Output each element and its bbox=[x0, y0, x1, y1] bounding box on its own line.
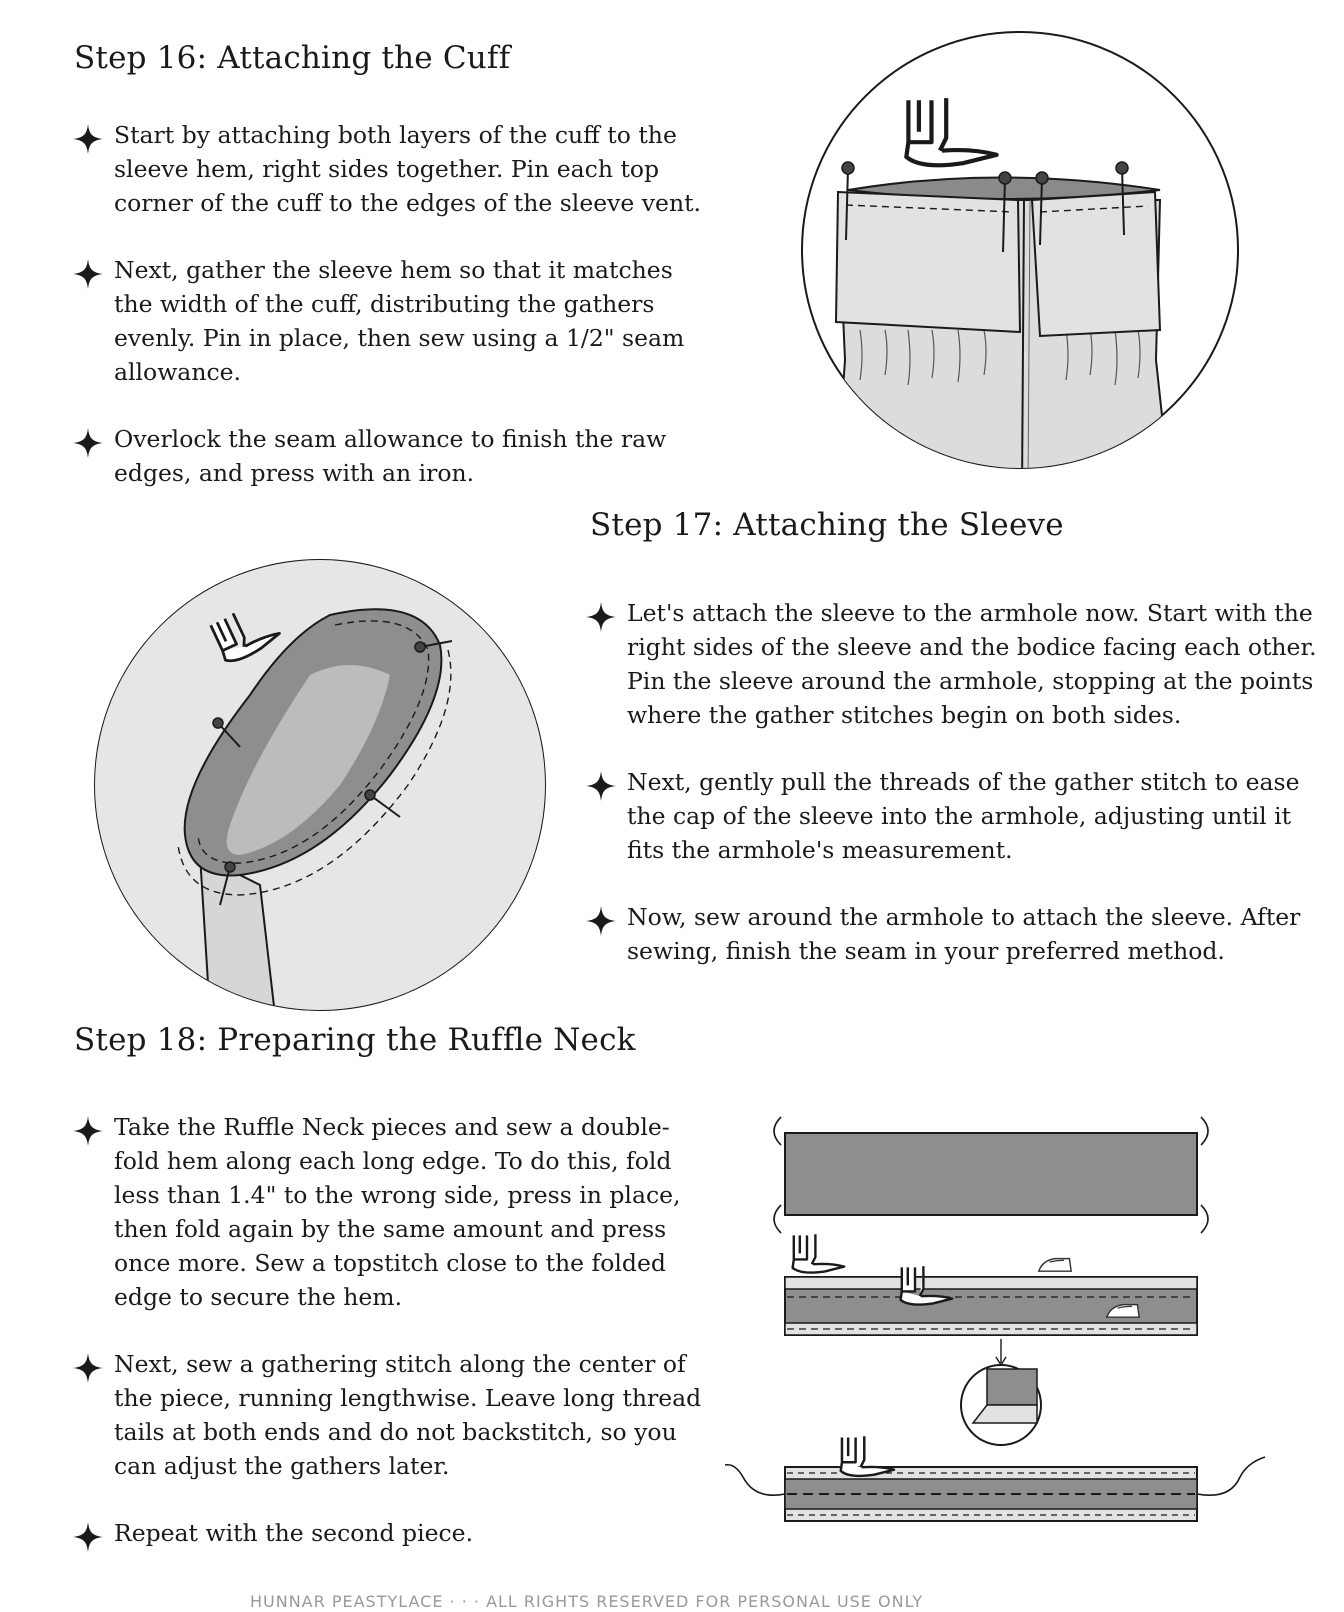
bullet-text: Repeat with the second piece. bbox=[114, 1519, 474, 1547]
step16-title: Step 16: Attaching the Cuff bbox=[74, 40, 511, 76]
sparkle-bullet-icon bbox=[72, 427, 104, 459]
list-item bbox=[585, 765, 1325, 867]
bullet-text: Let's attach the sleeve to the armhole now. Start with the right sides of the sleeve and the bodice facing each other. Pin the sleeve around the armhole, stopping at the points where the gather stitches begin on both sides. bbox=[627, 599, 1317, 729]
sparkle-bullet-icon bbox=[72, 258, 104, 290]
sparkle-bullet-icon bbox=[72, 1115, 104, 1147]
sparkle-bullet-icon bbox=[585, 601, 617, 633]
sparkle-bullet-icon bbox=[585, 770, 617, 802]
bullet-text: Now, sew around the armhole to attach the sleeve. After sewing, finish the seam in your preferred method. bbox=[627, 903, 1301, 965]
list-item bbox=[72, 1516, 712, 1550]
list-item bbox=[72, 253, 712, 389]
step18-bullet-list bbox=[72, 1110, 712, 1550]
list-item bbox=[72, 118, 712, 220]
cuff-attachment-illustration bbox=[790, 30, 1250, 490]
list-item bbox=[72, 1347, 712, 1483]
bullet-text: Next, sew a gathering stitch along the center of the piece, running lengthwise. Leave long thread tails at both ends and do not backstitch, so you can adjust the gathers later. bbox=[114, 1350, 702, 1480]
sleeve-attachment-illustration bbox=[90, 555, 550, 1015]
step16-bullet-list bbox=[72, 118, 712, 490]
step18-title: Step 18: Preparing the Ruffle Neck bbox=[74, 1022, 636, 1058]
sparkle-bullet-icon bbox=[72, 1521, 104, 1553]
sparkle-bullet-icon bbox=[585, 905, 617, 937]
sparkle-bullet-icon bbox=[72, 1352, 104, 1384]
page-footer: HUNNAR PEASTYLACE · · · ALL RIGHTS RESERVED FOR PERSONAL USE ONLY bbox=[250, 1592, 924, 1611]
bullet-text: Next, gently pull the threads of the gather stitch to ease the cap of the sleeve into the armhole, adjusting until it fits the armhole's measurement. bbox=[627, 768, 1300, 864]
bullet-text: Next, gather the sleeve hem so that it matches the width of the cuff, distributing the gathers evenly. Pin in place, then sew using a 1/2" seam allowance. bbox=[114, 256, 685, 386]
list-item bbox=[72, 422, 712, 490]
bullet-text: Start by attaching both layers of the cuff to the sleeve hem, right sides together. Pin each top corner of the cuff to the edges of the sleeve vent. bbox=[114, 121, 702, 217]
step17-bullet-list bbox=[585, 596, 1325, 968]
bullet-text: Overlock the seam allowance to finish the raw edges, and press with an iron. bbox=[114, 425, 667, 487]
step17-title: Step 17: Attaching the Sleeve bbox=[590, 507, 1064, 543]
list-item bbox=[72, 1110, 712, 1314]
ruffle-neck-hem-illustration bbox=[725, 1105, 1270, 1525]
list-item bbox=[585, 596, 1325, 732]
bullet-text: Take the Ruffle Neck pieces and sew a double-fold hem along each long edge. To do this, fold less than 1.4" to the wrong side, press in place, then fold again by the same amount and press once more. Sew a topstitch close to the folded edge to secure the hem. bbox=[114, 1113, 681, 1311]
sparkle-bullet-icon bbox=[72, 123, 104, 155]
list-item bbox=[585, 900, 1325, 968]
